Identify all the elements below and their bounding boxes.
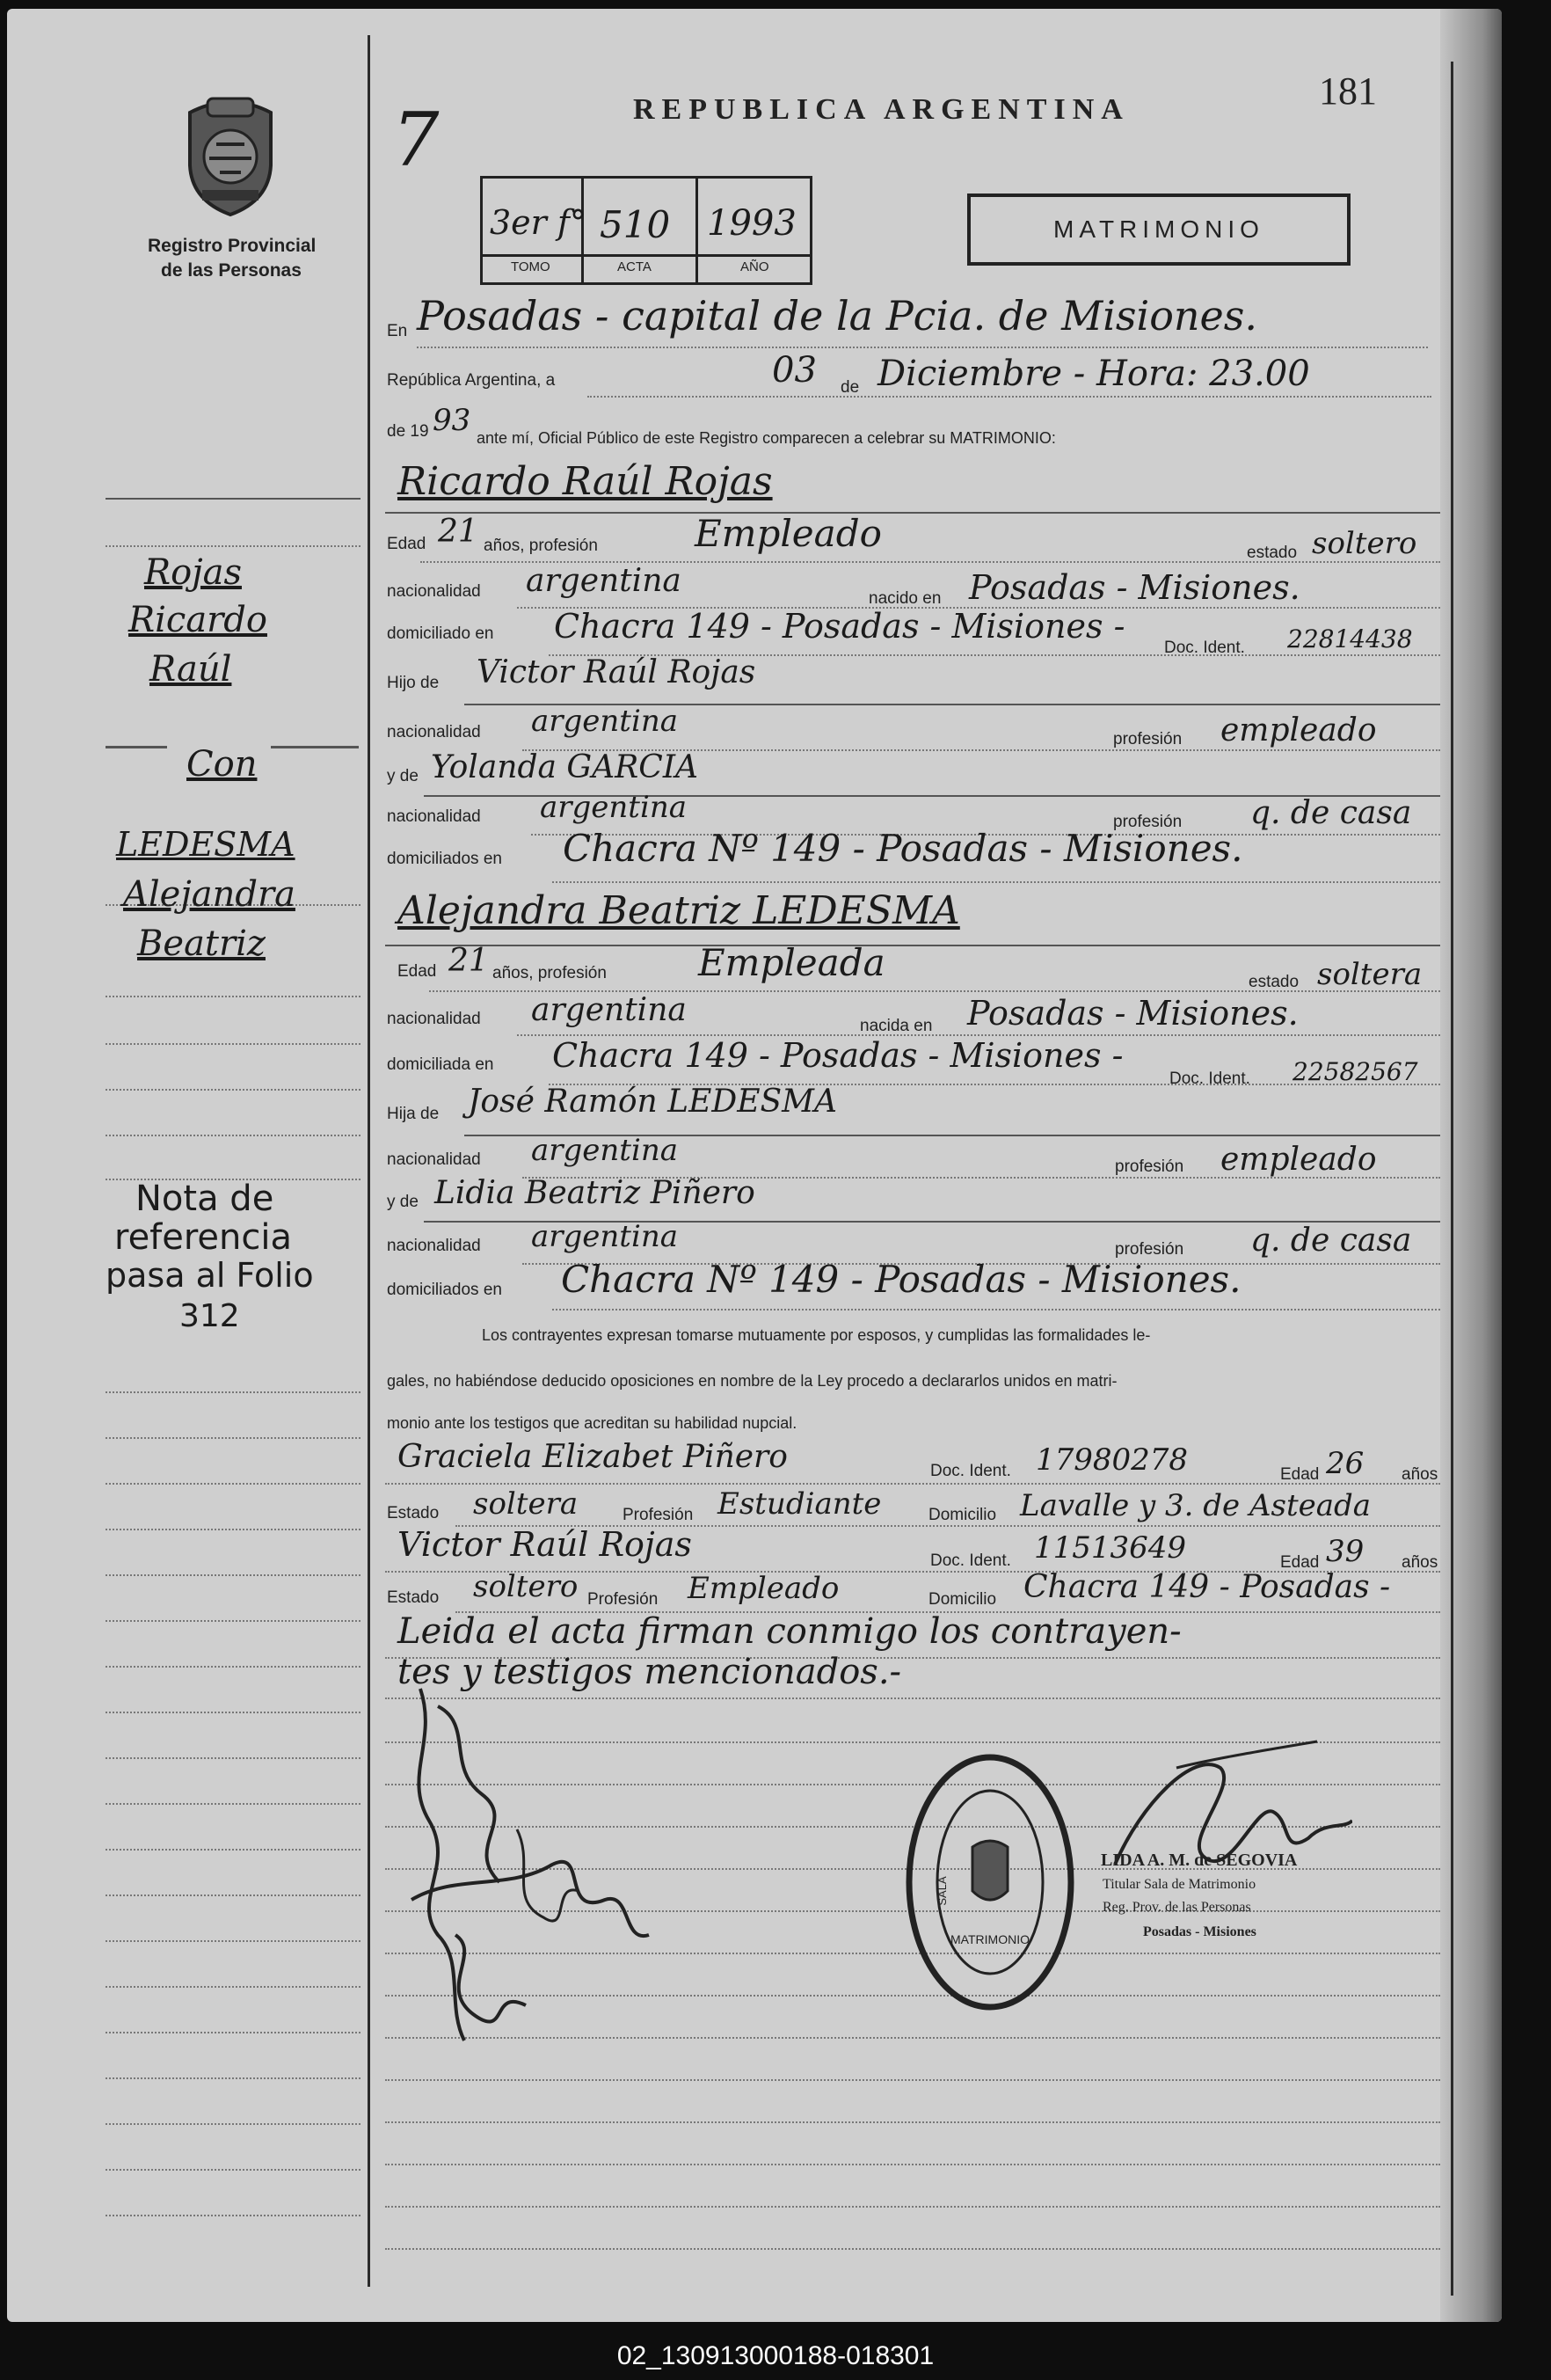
bride-address: Chacra 149 - Posadas - Misiones - — [552, 1036, 1124, 1075]
groom-domiciliados-label: domiciliados en — [387, 850, 502, 868]
bride-nacionalidad-label: nacionalidad — [387, 1010, 481, 1028]
groom-birthplace: Posadas - Misiones. — [969, 568, 1300, 607]
legal-line-3: monio ante los testigos que acreditan su habilidad nupcial. — [387, 1414, 797, 1432]
bride-mother-profession: q. de casa — [1250, 1223, 1412, 1259]
margin-groom-surname: Rojas — [144, 552, 242, 593]
margin-note-line3: pasa al Folio — [106, 1256, 314, 1295]
groom-name: Ricardo Raúl Rojas — [397, 459, 773, 504]
groom-yde-label: y de — [387, 767, 419, 785]
bride-yde-label: y de — [387, 1193, 419, 1211]
bride-birthplace: Posadas - Misiones. — [967, 994, 1299, 1033]
groom-father: Victor Raúl Rojas — [477, 654, 756, 690]
tomo-label: TOMO — [511, 259, 550, 274]
bride-parents-address: Chacra Nº 149 - Posadas - Misiones. — [561, 1258, 1242, 1301]
groom-mother-profession: q. de casa — [1250, 795, 1412, 831]
groom-mother-nationality: argentina — [540, 790, 688, 825]
margin-con: Con — [186, 744, 258, 785]
anio-value: 1993 — [707, 203, 797, 244]
bride-nacida-label: nacida en — [860, 1017, 933, 1035]
groom-nacido-label: nacido en — [869, 589, 942, 608]
witness2-status: soltero — [473, 1569, 579, 1604]
bride-father: José Ramón LEDESMA — [468, 1084, 838, 1120]
bride-domiciliada-label: domiciliada en — [387, 1055, 494, 1074]
margin-bride-second: Beatriz — [137, 924, 266, 964]
signatures-scribble — [385, 1671, 666, 2058]
margin-note-line1: Nota de — [135, 1179, 274, 1219]
tomo-value: 3er f° — [490, 203, 586, 242]
legal-line-2: gales, no habiéndose deducido oposiciones en nombre de la Ley procedo a declararlos unidos en matri- — [387, 1372, 1118, 1390]
groom-address: Chacra 149 - Posadas - Misiones - — [554, 607, 1125, 646]
margin-note-line2: referencia — [114, 1217, 293, 1258]
groom-doc: 22814438 — [1287, 624, 1413, 653]
handwritten-mark: 7 — [392, 97, 440, 183]
groom-mother-prof-label: profesión — [1113, 813, 1183, 831]
officer-place: Posadas - Misiones — [1143, 1924, 1256, 1939]
acta-label: ACTA — [617, 259, 652, 274]
groom-father-prof-label: profesión — [1113, 730, 1183, 748]
image-id-footer — [0, 2333, 1551, 2380]
groom-nationality: argentina — [526, 563, 681, 599]
marriage-day: 03 — [772, 350, 817, 391]
bride-edad-label: Edad — [397, 962, 437, 981]
bride-status: soltera — [1317, 957, 1423, 992]
bride-father-nac-label: nacionalidad — [387, 1150, 481, 1169]
en-label: En — [387, 322, 408, 340]
bride-profession: Empleada — [698, 941, 885, 984]
bride-mother-nac-label: nacionalidad — [387, 1237, 481, 1255]
registry-title-line1: Registro Provincial — [148, 236, 317, 256]
witness2-name: Victor Raúl Rojas — [397, 1525, 692, 1564]
witness2-address: Chacra 149 - Posadas - — [1023, 1569, 1391, 1605]
groom-hijo-label: Hijo de — [387, 674, 440, 692]
bride-nationality: argentina — [531, 992, 687, 1028]
registry-title-line2: de las Personas — [161, 260, 302, 281]
register-page — [7, 9, 1502, 2322]
acta-value: 510 — [600, 203, 671, 246]
margin-rule-left — [368, 35, 370, 2287]
groom-mother: Yolanda GARCIA — [431, 749, 699, 785]
bride-doc-label: Doc. Ident. — [1169, 1070, 1250, 1088]
margin-note-line4: 312 — [179, 1298, 240, 1334]
bride-profesion-label: años, profesión — [492, 964, 607, 982]
page-binding-shadow — [1440, 9, 1502, 2322]
witness1-estado-label: Estado — [387, 1504, 440, 1522]
anio-label: AÑO — [740, 259, 769, 274]
groom-estado-label: estado — [1247, 544, 1298, 562]
groom-father-nac-label: nacionalidad — [387, 723, 481, 741]
provincial-coat-of-arms — [181, 95, 280, 218]
bride-name: Alejandra Beatriz LEDESMA — [397, 888, 960, 933]
appearance-text: ante mí, Oficial Público de este Registro comparecen a celebrar su MATRIMONIO: — [477, 429, 1056, 447]
margin-bride-surname: LEDESMA — [116, 825, 295, 864]
country-title: REPUBLICA ARGENTINA — [633, 93, 1130, 126]
groom-domiciliado-label: domiciliado en — [387, 624, 494, 643]
bride-doc: 22582567 — [1292, 1057, 1418, 1086]
closing-line-2: tes y testigos mencionados.- — [397, 1652, 902, 1692]
groom-parents-address: Chacra Nº 149 - Posadas - Misiones. — [563, 827, 1243, 870]
bride-mother-prof-label: profesión — [1115, 1240, 1184, 1259]
groom-age: 21 — [438, 514, 478, 550]
witness1-doc: 17980278 — [1036, 1442, 1189, 1478]
groom-profesion-label: años, profesión — [484, 537, 598, 555]
year-prefix: de 19 — [387, 422, 429, 441]
witness2-edad-label: Edad — [1280, 1553, 1320, 1572]
republica-label: República Argentina, a — [387, 371, 556, 390]
witness2-profesion-label: Profesión — [587, 1590, 659, 1609]
officer-title-1: Titular Sala de Matrimonio — [1103, 1877, 1256, 1892]
witness2-domicilio-label: Domicilio — [928, 1590, 997, 1609]
witness1-status: soltera — [473, 1486, 579, 1522]
witness1-profesion-label: Profesión — [623, 1506, 694, 1524]
witness2-doc-label: Doc. Ident. — [930, 1551, 1011, 1570]
marriage-month-time: Diciembre - Hora: 23.00 — [877, 354, 1310, 394]
groom-edad-label: Edad — [387, 535, 426, 553]
margin-groom-second: Raúl — [149, 649, 232, 690]
witness1-domicilio-label: Domicilio — [928, 1506, 997, 1524]
bride-age: 21 — [448, 943, 489, 979]
officer-name: LIDA A. M. de SEGOVIA — [1101, 1851, 1298, 1870]
bride-father-prof-label: profesión — [1115, 1157, 1184, 1176]
witness1-doc-label: Doc. Ident. — [930, 1462, 1011, 1480]
page-number: 181 — [1319, 69, 1377, 113]
margin-rule-right — [1451, 62, 1453, 2296]
witness2-profession: Empleado — [688, 1571, 840, 1606]
witness2-age: 39 — [1326, 1534, 1365, 1569]
groom-nacionalidad-label: nacionalidad — [387, 582, 481, 601]
margin-groom-first: Ricardo — [128, 600, 267, 640]
officer-title-2: Reg. Prov. de las Personas — [1103, 1900, 1251, 1915]
witness1-age: 26 — [1326, 1446, 1365, 1481]
record-type-label: MATRIMONIO — [1053, 215, 1264, 243]
record-id-box — [480, 176, 812, 285]
margin-bride-first: Alejandra — [123, 874, 295, 915]
witness1-edad-label: Edad — [1280, 1465, 1320, 1484]
witness2-estado-label: Estado — [387, 1588, 440, 1607]
groom-father-nationality: argentina — [531, 704, 679, 739]
witness1-address: Lavalle y 3. de Asteada — [1020, 1488, 1372, 1523]
image-id-text: 02_130913000188-018301 — [616, 2341, 935, 2370]
bride-hija-label: Hija de — [387, 1105, 440, 1123]
stamp-inner-text: MATRIMONIO — [950, 1932, 1030, 1946]
bride-father-profession: empleado — [1220, 1142, 1377, 1178]
legal-line-1: Los contrayentes expresan tomarse mutuamente por esposos, y cumplidas las formalidades le- — [482, 1326, 1151, 1344]
witness2-anos-label: años — [1402, 1553, 1438, 1572]
bride-mother: Lidia Beatriz Piñero — [434, 1175, 755, 1211]
groom-doc-label: Doc. Ident. — [1164, 639, 1245, 657]
witness1-name: Graciela Elizabet Piñero — [397, 1439, 788, 1475]
marriage-place: Posadas - capital de la Pcia. de Misiones. — [417, 292, 1258, 339]
groom-father-profession: empleado — [1220, 712, 1377, 748]
witness2-doc: 11513649 — [1034, 1530, 1187, 1566]
groom-status: soltero — [1312, 526, 1417, 561]
witness1-anos-label: años — [1402, 1465, 1438, 1484]
stamp-sala-text: SALA — [936, 1876, 949, 1906]
bride-domiciliados-label: domiciliados en — [387, 1281, 502, 1299]
groom-profession: Empleado — [695, 512, 882, 555]
official-stamp — [902, 1750, 1078, 2014]
de-label: de — [841, 378, 860, 397]
record-type-box — [967, 193, 1351, 266]
bride-father-nationality: argentina — [531, 1133, 679, 1168]
bride-mother-nationality: argentina — [531, 1219, 679, 1254]
groom-mother-nac-label: nacionalidad — [387, 807, 481, 826]
marriage-year: 93 — [433, 403, 471, 438]
closing-line-1: Leida el acta firman conmigo los contrayen- — [397, 1611, 1182, 1652]
bride-estado-label: estado — [1249, 973, 1300, 991]
witness1-profession: Estudiante — [717, 1486, 882, 1522]
